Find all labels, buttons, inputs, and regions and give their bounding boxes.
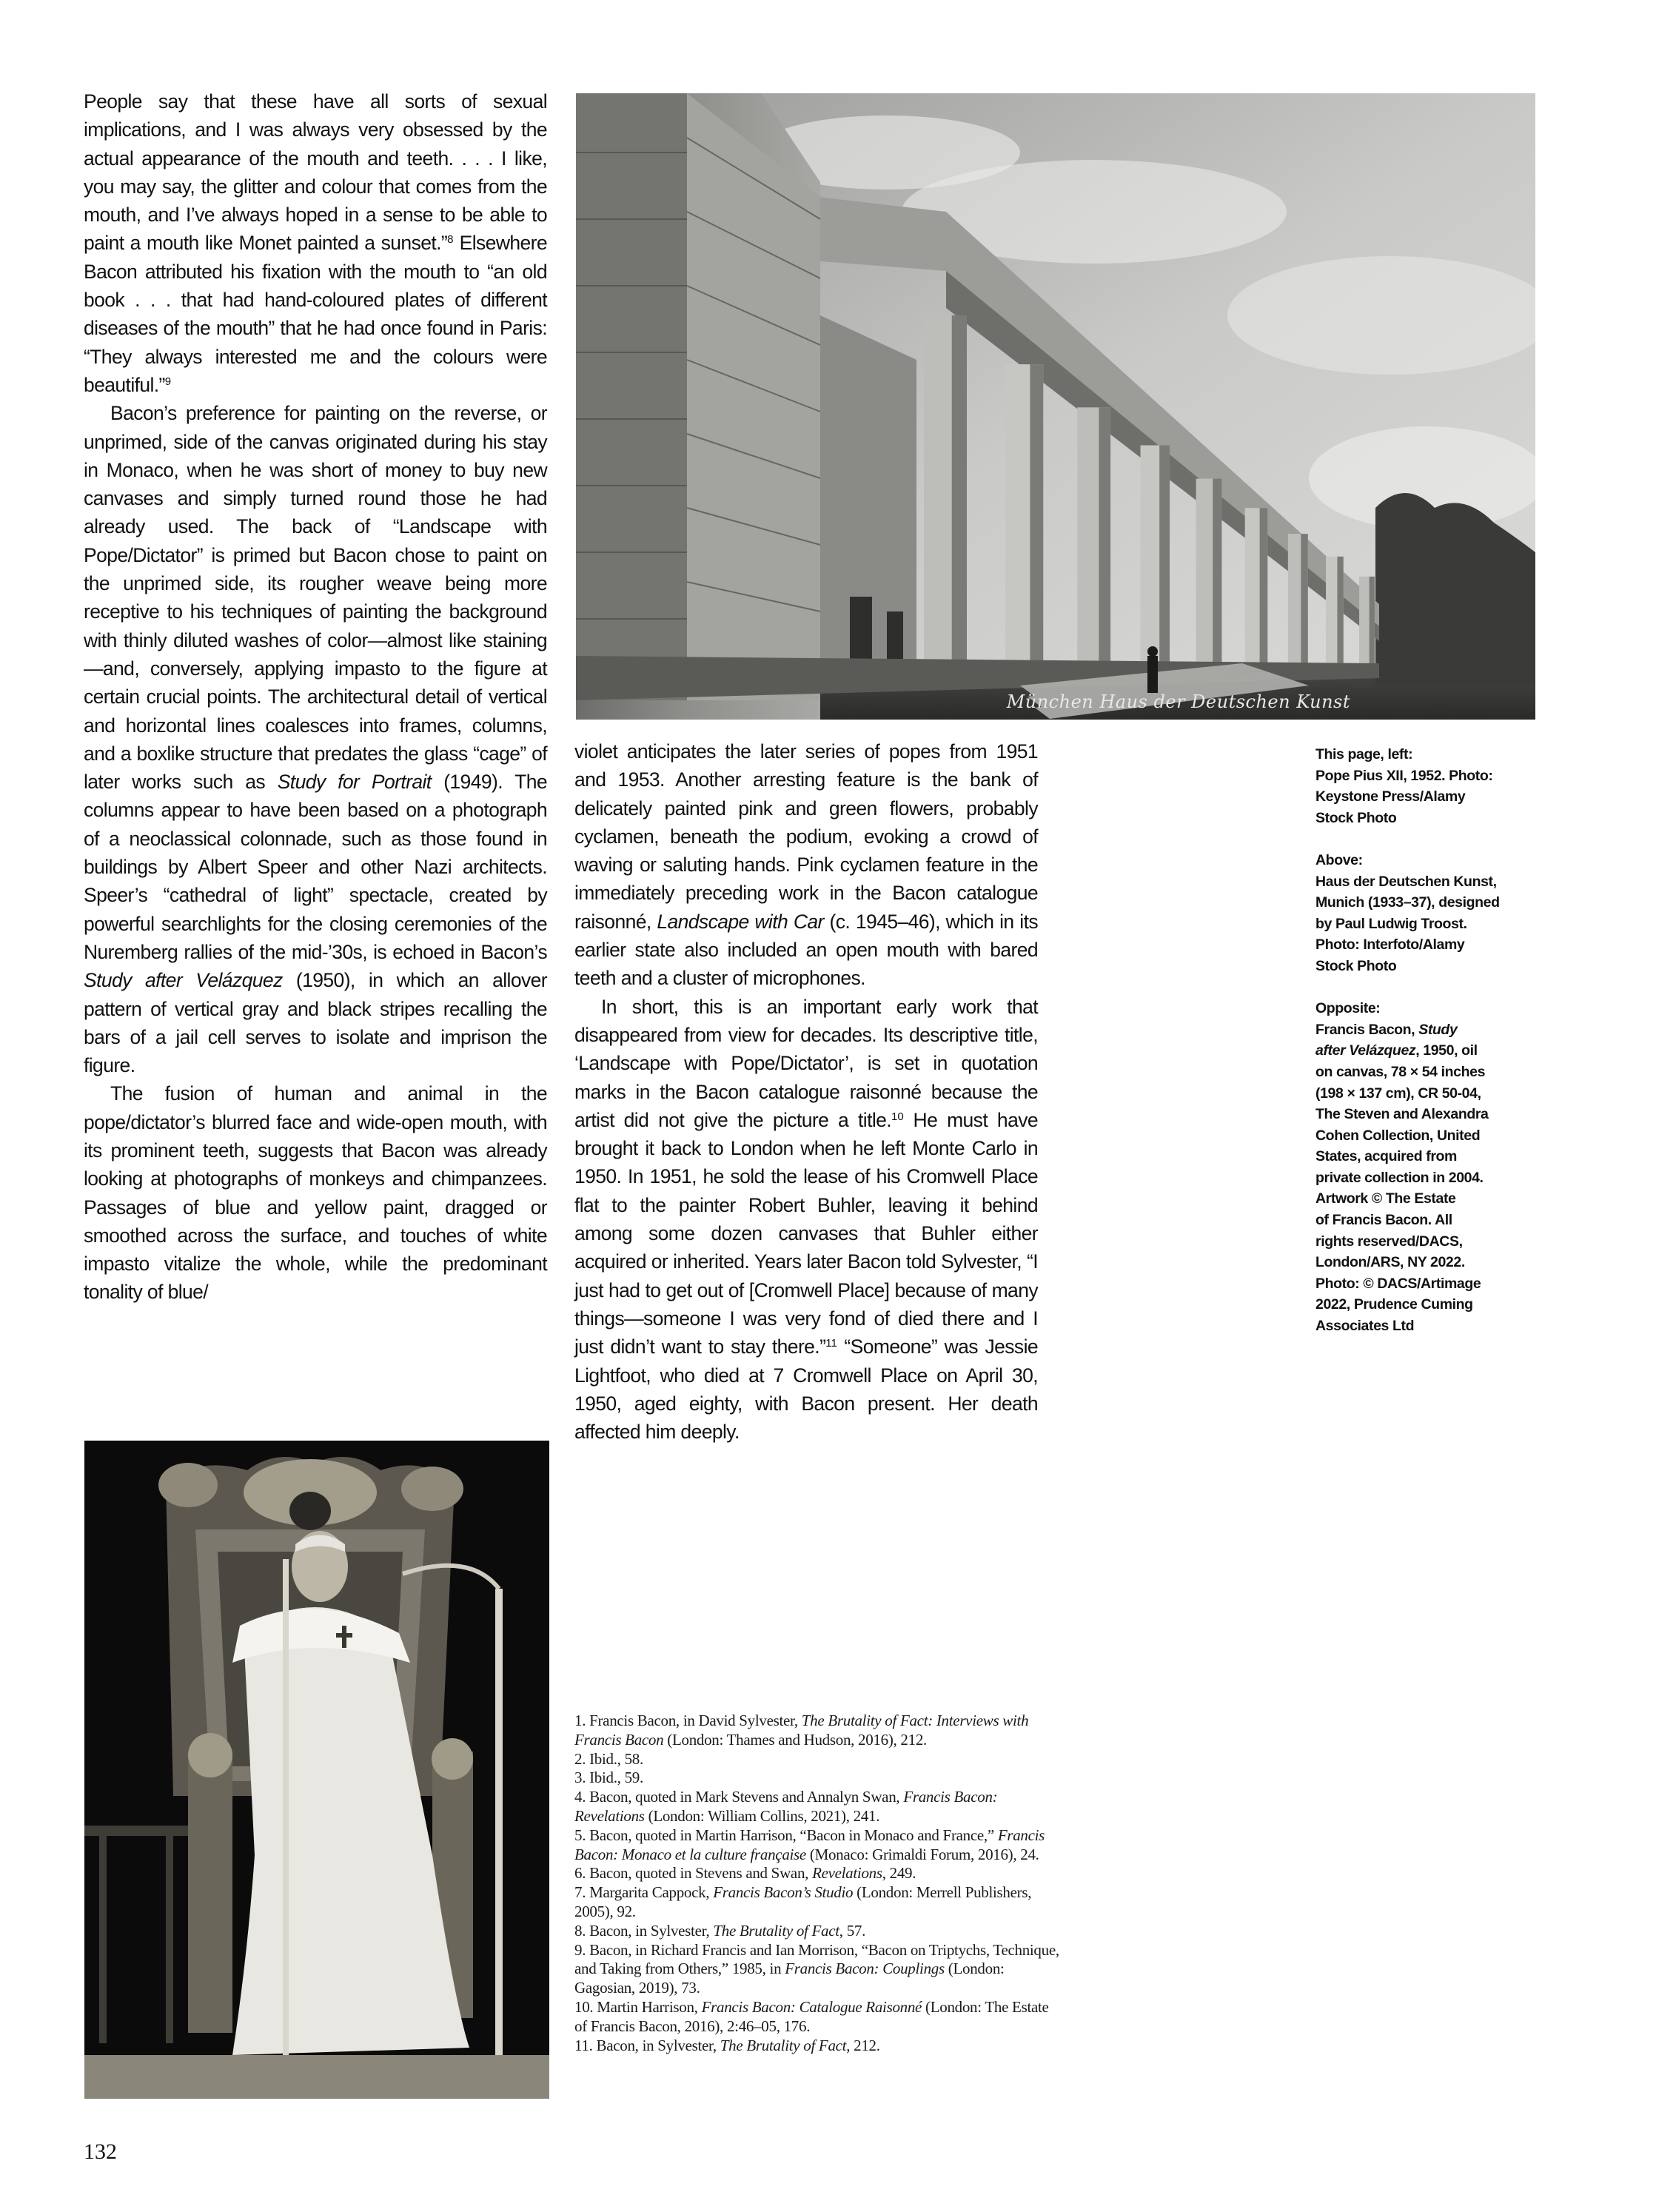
- caption-line: [1315, 850, 1538, 871]
- caption-line: [1315, 1316, 1538, 1337]
- body-paragraph: [84, 399, 547, 1079]
- column-shadow: [1260, 508, 1268, 663]
- footnotes-list: [574, 1712, 1063, 2055]
- text-run: This page, left:: [1315, 746, 1413, 763]
- text-run: In short, this is an important early work that disappeared from view for decades. Its descriptive title, ‘Landscape with Pope/Dictator’, is set in quotation marks in the Bacon catalogue raisonné because the artist did not give the picture a title.: [574, 995, 1038, 1131]
- footnote: [574, 1864, 1063, 1883]
- body-paragraph: [84, 87, 547, 399]
- caption-line: [1315, 914, 1538, 935]
- italic-title: Francis Bacon: Revelations: [574, 1788, 998, 1825]
- image-captions: [1315, 744, 1538, 1358]
- italic-title: The Brutality of Fact: [720, 2036, 847, 2054]
- colonnade-illustration: [576, 93, 1535, 720]
- text-run: , 57.: [839, 1921, 866, 1940]
- text-run: , 249.: [882, 1864, 916, 1883]
- text-run: 7. Margarita Cappock,: [574, 1883, 714, 1902]
- column-shadow: [1159, 446, 1170, 663]
- text-run: Keystone Press/Alamy: [1315, 788, 1466, 805]
- caption-line: [1315, 1125, 1538, 1147]
- pope-pius-photo: [84, 1441, 549, 2099]
- text-run: 8. Bacon, in Sylvester,: [574, 1921, 714, 1940]
- text-run: (198 × 137 cm), CR 50-04,: [1315, 1085, 1481, 1102]
- caption-line: [1315, 765, 1538, 787]
- text-run: Bacon’s preference for painting on the reverse, or unprimed, side of the canvas originated during his stay in Monaco, when he was short of money to buy new canvases and simply turned round those he had already used. The back of “Landscape with Pope/Dictator” is primed but Bacon chose to paint on the unprimed side, its rougher weave being more receptive to his techniques of painting the background with thinly diluted washes of color—almost like staining—and, conversely, applying impasto to the figure at certain crucial points. The architectural detail of vertical and horizontal lines coalesces into frames, columns, and a boxlike structure that predates the glass “cage” of later works such as: [84, 402, 547, 794]
- footnote: [574, 1750, 1063, 1769]
- text-run: States, acquired from: [1315, 1148, 1457, 1165]
- text-run: 10. Martin Harrison,: [574, 1997, 702, 2016]
- text-run: London/ARS, NY 2022.: [1315, 1254, 1465, 1271]
- article-column-left: [84, 87, 547, 1307]
- italic-title: Francis Bacon: Monaco et la culture française: [574, 1826, 1045, 1863]
- caption-line: [1315, 1188, 1538, 1210]
- column-shadow: [1337, 557, 1343, 663]
- caption-line: [1315, 1146, 1538, 1167]
- text-run: Munich (1933–37), designed: [1315, 894, 1500, 911]
- text-run: Haus der Deutschen Kunst,: [1315, 873, 1497, 890]
- footnote: [574, 1922, 1063, 1941]
- text-run: The fusion of human and animal in the pope/dictator’s blurred face and wide-open mouth, with its prominent teeth, suggests that Bacon was already looking at photographs of monkeys and chimpanzees. Passages of blue and yellow paint, dragged or smoothed across the surface, and touches of white impasto vitalize the whole, while the predominant tonality of blue/: [84, 1082, 547, 1304]
- text-run: private collection in 2004.: [1315, 1169, 1484, 1186]
- text-run: Stock Photo: [1315, 957, 1397, 974]
- footnote: [574, 1941, 1063, 1998]
- page-number: 132: [84, 2139, 117, 2164]
- article-column-middle: [574, 737, 1038, 1446]
- text-run: Francis Bacon,: [1315, 1021, 1419, 1038]
- footnote-reference: 11: [825, 1337, 837, 1350]
- text-run: , 212.: [846, 2036, 880, 2054]
- text-run: 2. Ibid., 58.: [574, 1749, 643, 1768]
- footnote: [574, 2037, 1063, 2056]
- text-run: Stock Photo: [1315, 809, 1397, 826]
- text-run: Opposite:: [1315, 1000, 1381, 1017]
- text-run: 6. Bacon, quoted in Stevens and Swan,: [574, 1864, 813, 1883]
- caption-line: [1315, 1104, 1538, 1125]
- text-run: (c. 1945–46), which in its earlier state also included an open mouth with bared teeth and a cluster of microphones.: [574, 910, 1039, 990]
- text-run: (London: Gagosian, 2019), 73.: [574, 1960, 1005, 1997]
- text-run: by Paul Ludwig Troost.: [1315, 915, 1467, 932]
- text-run: (1950), in which an allover pattern of vertical gray and black stripes recalling the bars of a jail cell serves to isolate and imprison the figure.: [84, 969, 547, 1077]
- footnote: [574, 1883, 1063, 1922]
- italic-title: The Brutality of Fact: Interviews with Francis Bacon: [574, 1712, 1029, 1749]
- italic-title: Francis Bacon’s Studio: [713, 1883, 854, 1902]
- italic-title: Study: [1418, 1021, 1458, 1038]
- text-run: 11. Bacon, in Sylvester,: [574, 2036, 720, 2054]
- caption-line: [1315, 786, 1538, 808]
- column-shadow: [1213, 479, 1221, 663]
- caption-line: [1315, 1231, 1538, 1253]
- caption-line: [1315, 1252, 1538, 1273]
- caption-line: [1315, 871, 1538, 893]
- caption-line: [1315, 956, 1538, 977]
- text-run: Elsewhere Bacon attributed his fixation with the mouth to “an old book . . . that had hand-coloured plates of different diseases of the mouth” that he had once found in Paris: “They always interested me and the colours were beautiful.”: [84, 232, 547, 396]
- footnote: [574, 1769, 1063, 1788]
- caption-block: [1315, 998, 1538, 1337]
- text-run: (London: The Estate of Francis Bacon, 2016), 2:46–05, 176.: [574, 1997, 1049, 2035]
- caption-block: [1315, 744, 1538, 828]
- text-run: Cohen Collection, United: [1315, 1127, 1481, 1144]
- footnote: [574, 1788, 1063, 1826]
- column-shadow: [1030, 364, 1043, 663]
- text-run: 2022, Prudence Cuming: [1315, 1296, 1473, 1313]
- text-run: (London: William Collins, 2021), 241.: [644, 1806, 880, 1825]
- caption-block: [1315, 850, 1538, 977]
- text-run: (London: Merrell Publishers, 2005), 92.: [574, 1883, 1032, 1920]
- caption-line: [1315, 1167, 1538, 1189]
- caption-line: [1315, 1273, 1538, 1295]
- text-run: 5. Bacon, quoted in Martin Harrison, “Bacon in Monaco and France,”: [574, 1826, 998, 1844]
- body-paragraph: [574, 737, 1038, 993]
- column-shadow: [952, 315, 967, 663]
- footnote-reference: 9: [164, 375, 172, 388]
- italic-title: Francis Bacon: Couplings: [785, 1960, 945, 1978]
- italic-title: The Brutality of Fact: [713, 1921, 839, 1940]
- text-run: , 1950, oil: [1415, 1042, 1478, 1059]
- text-run: (1949). The columns appear to have been based on a photograph of a neoclassical colonnade, such as those found in buildings by Albert Speer and other Nazi architects. Speer’s “cathedral of light” spectacle, created by powerful searchlights for the closing ceremonies of the Nuremberg rallies of the mid-’30s, is echoed in Bacon’s: [84, 771, 547, 963]
- text-run: violet anticipates the later series of popes from 1951 and 1953. Another arresting feature is the bank of delicately painted pink and green flowers, probably cyclamen, beneath the podium, evoking a crowd of waving or saluting hands. Pink cyclamen feature in the immediately preceding work in the Bacon catalogue raisonné,: [574, 740, 1038, 933]
- caption-line: [1315, 1019, 1538, 1041]
- photo-inscription: München Haus der Deutschen Kunst: [1006, 691, 1350, 712]
- column-shadow: [1370, 577, 1375, 663]
- caption-line: [1315, 1062, 1538, 1083]
- body-paragraph: [574, 993, 1038, 1447]
- column-shadow: [1099, 407, 1110, 663]
- italic-title: after Velázquez: [1315, 1042, 1416, 1059]
- caption-line: [1315, 892, 1538, 914]
- caption-line: [1315, 1083, 1538, 1105]
- caption-line: [1315, 1040, 1538, 1062]
- italic-title: Francis Bacon: Catalogue Raisonné: [701, 1997, 922, 2016]
- caption-line: [1315, 808, 1538, 829]
- footnote-reference: 10: [891, 1110, 904, 1123]
- text-run: Photo: Interfoto/Alamy: [1315, 936, 1465, 953]
- caption-line: [1315, 1210, 1538, 1231]
- text-run: 9. Bacon, in Richard Francis and Ian Morrison, “Bacon on Triptychs, Technique, and Taking from Others,” 1985, in: [574, 1940, 1059, 1978]
- text-run: Above:: [1315, 851, 1363, 868]
- text-run: rights reserved/DACS,: [1315, 1233, 1463, 1250]
- footnote: [574, 1826, 1063, 1865]
- caption-line: [1315, 744, 1538, 765]
- body-paragraph: [84, 1079, 547, 1306]
- text-run: 4. Bacon, quoted in Mark Stevens and Annalyn Swan,: [574, 1788, 904, 1806]
- text-run: of Francis Bacon. All: [1315, 1212, 1452, 1229]
- text-run: Photo: © DACS/Artimage: [1315, 1275, 1481, 1292]
- footnote: [574, 1998, 1063, 2037]
- text-run: People say that these have all sorts of sexual implications, and I was always very obsessed by the actual appearance of the mouth and teeth. . . . I like, you may say, the glitter and colour that comes from the mouth, and I’ve always hoped in a sense to be able to paint a mouth like Monet painted a sunset.”: [84, 90, 547, 255]
- italic-title: Revelations: [812, 1864, 882, 1883]
- italic-title: Study after Velázquez: [84, 969, 283, 992]
- text-run: (London: Thames and Hudson, 2016), 212.: [663, 1730, 927, 1749]
- italic-title: Study for Portrait: [277, 771, 432, 794]
- text-run: 1. Francis Bacon, in David Sylvester,: [574, 1712, 802, 1729]
- text-run: Associates Ltd: [1315, 1318, 1415, 1335]
- caption-line: [1315, 934, 1538, 956]
- pope-on-throne-illustration: [84, 1441, 549, 2099]
- munich-colonnade-photo: [576, 93, 1535, 720]
- text-run: “Someone” was Jessie Lightfoot, who died at 7 Cromwell Place on April 30, 1950, aged eighty, with Bacon present. Her death affected him deeply.: [574, 1335, 1038, 1444]
- caption-line: [1315, 998, 1538, 1019]
- column-shadow: [1301, 534, 1307, 663]
- text-run: The Steven and Alexandra: [1315, 1106, 1489, 1123]
- text-run: Pope Pius XII, 1952. Photo:: [1315, 767, 1493, 784]
- text-run: (Monaco: Grimaldi Forum, 2016), 24.: [805, 1845, 1039, 1863]
- text-run: on canvas, 78 × 54 inches: [1315, 1063, 1486, 1080]
- italic-title: Landscape with Car: [657, 910, 824, 933]
- text-run: 3. Ibid., 59.: [574, 1769, 643, 1787]
- text-run: He must have brought it back to London when he left Monte Carlo in 1950. In 1951, he sold the lease of his Cromwell Place flat to the painter Robert Buhler, leaving it behind among some dozen canvases that Buhler either acquired or inherited. Years later Bacon told Sylvester, “I just had to get out of [Cromwell Place] because of many things—someone I was very fond of died there and I just didn’t want to stay there.”: [574, 1108, 1038, 1358]
- text-run: Artwork © The Estate: [1315, 1190, 1456, 1207]
- footnote-reference: 8: [447, 233, 454, 247]
- caption-line: [1315, 1294, 1538, 1316]
- footnote: [574, 1712, 1063, 1750]
